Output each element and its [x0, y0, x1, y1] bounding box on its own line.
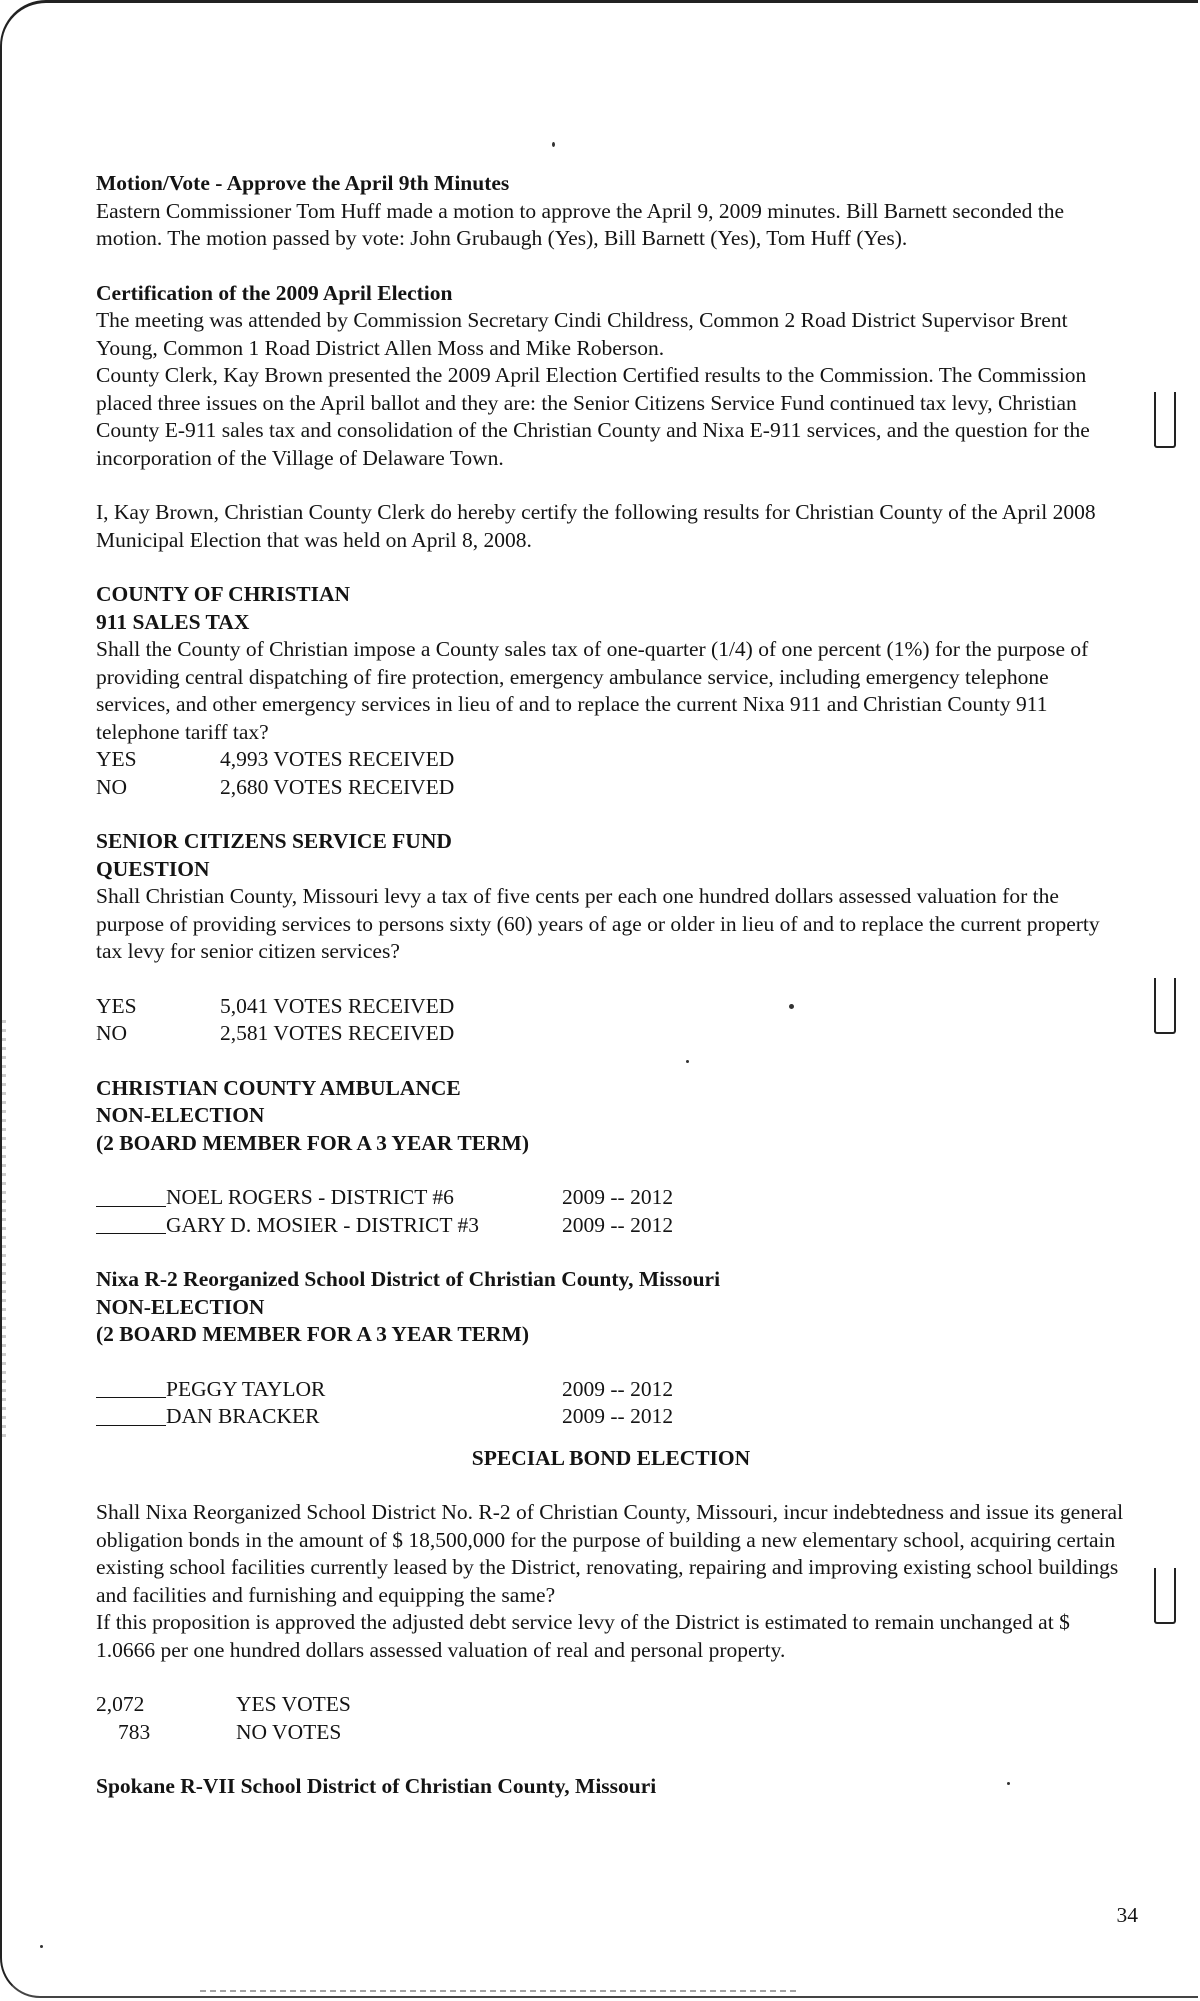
scan-speck	[789, 1004, 794, 1009]
bond-heading: SPECIAL BOND ELECTION	[471, 1445, 751, 1470]
document-body	[96, 170, 1126, 1801]
scan-speck	[40, 1945, 43, 1948]
no-label: NO	[96, 774, 128, 799]
yes-votes: 4,993 VOTES RECEIVED	[220, 747, 455, 771]
minutes-text: Eastern Commissioner Tom Huff made a motion to approve the April 9, 2009 minutes. Bill Barnett seconded the motion. The motion passed by vote: John Grubaugh (Yes), Bill Barnett (Yes), Tom Huff (Yes).	[96, 198, 1065, 250]
scan-artifact	[2, 1020, 6, 1440]
page-number: 34	[1116, 1903, 1138, 1927]
candidate-term: 2009 -- 2012	[562, 1212, 674, 1237]
no-label: NO VOTES	[236, 1719, 342, 1744]
bond-yes-row	[96, 1691, 1126, 1719]
minutes-section	[96, 170, 1126, 253]
nixa-non-election: NON-ELECTION	[96, 1294, 265, 1319]
spokane-section	[96, 1773, 1126, 1801]
candidate-row	[96, 1376, 1126, 1404]
yes-count: 2,072	[96, 1692, 145, 1716]
signature-blank	[96, 1212, 166, 1235]
bond-no-row	[96, 1719, 1126, 1747]
scan-speck	[686, 1060, 689, 1063]
sales-tax-yes-row	[96, 746, 1126, 774]
margin-bracket-mark	[1154, 978, 1176, 1034]
bond-section	[96, 1445, 1126, 1747]
sales-tax-heading: 911 SALES TAX	[96, 609, 250, 634]
scan-speck	[1007, 1782, 1010, 1785]
certification-attendance: The meeting was attended by Commission Secretary Cindi Childress, Common 2 Road District Supervisor Brent Young, Common 1 Road District Allen Moss and Mike Roberson.	[96, 308, 1068, 360]
candidate-row	[96, 1212, 1126, 1240]
bond-question: Shall Nixa Reorganized School District No. R-2 of Christian County, Missouri, incur indebtedness and issue its general obligation bonds in the amount of $ 18,500,000 for the purpose of building a new elementary school, acquiring certain existing school facilities currently leased by the District, renovating, repairing and improving existing school buildings and facilities and furnishing and equipping the same?	[96, 1500, 1124, 1607]
candidate-term: 2009 -- 2012	[562, 1404, 674, 1428]
senior-fund-question: Shall Christian County, Missouri levy a tax of five cents per each one hundred dollars assessed valuation for the purpose of providing services to persons sixty (60) years of age or older in lieu of and to replace the current property tax levy for senior citizen services?	[96, 884, 1100, 963]
senior-fund-subheading: QUESTION	[96, 856, 210, 881]
minutes-heading: Motion/Vote - Approve the April 9th Minutes	[96, 171, 510, 195]
candidate-name: GARY D. MOSIER - DISTRICT #3	[166, 1212, 479, 1237]
signature-blank	[96, 1184, 166, 1207]
margin-bracket-mark	[1154, 1568, 1176, 1624]
senior-fund-section	[96, 828, 1126, 1048]
ambulance-heading: CHRISTIAN COUNTY AMBULANCE	[96, 1075, 461, 1100]
candidate-term: 2009 -- 2012	[562, 1185, 674, 1209]
sales-tax-heading-county: COUNTY OF CHRISTIAN	[96, 582, 351, 606]
sales-tax-section	[96, 581, 1126, 801]
spokane-heading: Spokane R-VII School District of Christian County, Missouri	[96, 1774, 657, 1798]
candidate-row	[96, 1403, 1126, 1431]
no-votes: 2,680 VOTES RECEIVED	[220, 774, 455, 799]
certification-statement: I, Kay Brown, Christian County Clerk do hereby certify the following results for Christian County of the April 2008 Municipal Election that was held on April 8, 2008.	[96, 500, 1096, 552]
yes-label: YES	[96, 747, 137, 771]
no-label: NO	[96, 1021, 128, 1045]
sales-tax-question: Shall the County of Christian impose a County sales tax of one-quarter (1/4) of one percent (1%) for the purpose of providing central dispatching of fire protection, emergency ambulance service, including emergency telephone services, and other emergency services in lieu of and to replace the current Nixa 911 and Christian County 911 telephone tariff tax?	[96, 637, 1089, 744]
nixa-term-note: (2 BOARD MEMBER FOR A 3 YEAR TERM)	[96, 1322, 529, 1346]
nixa-section	[96, 1266, 1126, 1431]
candidate-name: PEGGY TAYLOR	[166, 1376, 326, 1401]
no-count: 783	[118, 1719, 151, 1744]
signature-blank	[96, 1376, 166, 1399]
senior-fund-heading: SENIOR CITIZENS SERVICE FUND	[96, 829, 452, 853]
candidate-row	[96, 1184, 1126, 1212]
no-votes: 2,581 VOTES RECEIVED	[220, 1021, 455, 1045]
bond-levy-note: If this proposition is approved the adjusted debt service levy of the District is estimated to remain unchanged at $ 1.0666 per one hundred dollars assessed valuation of real and personal property.	[96, 1610, 1070, 1662]
senior-fund-yes-row	[96, 993, 1126, 1021]
signature-blank	[96, 1403, 166, 1426]
ambulance-section	[96, 1075, 1126, 1240]
candidate-name: DAN BRACKER	[166, 1404, 320, 1428]
certification-ballot: County Clerk, Kay Brown presented the 2009 April Election Certified results to the Commission. The Commission placed three issues on the April ballot and they are: the Senior Citizens Service Fund continued tax levy, Christian County E-911 sales tax and consolidation of the Christian County and Nixa E-911 services, and the question for the incorporation of the Village of Delaware Town.	[96, 363, 1090, 470]
certification-section	[96, 280, 1126, 555]
senior-fund-no-row	[96, 1020, 1126, 1048]
certification-heading: Certification of the 2009 April Election	[96, 280, 453, 305]
ambulance-non-election: NON-ELECTION	[96, 1103, 265, 1127]
yes-label: YES	[96, 993, 137, 1018]
candidate-term: 2009 -- 2012	[562, 1376, 674, 1401]
sales-tax-no-row	[96, 774, 1126, 802]
yes-label: YES VOTES	[236, 1692, 351, 1716]
scan-speck	[552, 142, 555, 147]
candidate-name: NOEL ROGERS - DISTRICT #6	[166, 1185, 454, 1209]
ambulance-term-note: (2 BOARD MEMBER FOR A 3 YEAR TERM)	[96, 1130, 529, 1155]
margin-bracket-mark	[1154, 392, 1176, 448]
nixa-heading: Nixa R-2 Reorganized School District of Christian County, Missouri	[96, 1267, 721, 1291]
scan-artifact	[200, 1990, 800, 1992]
yes-votes: 5,041 VOTES RECEIVED	[220, 993, 455, 1018]
